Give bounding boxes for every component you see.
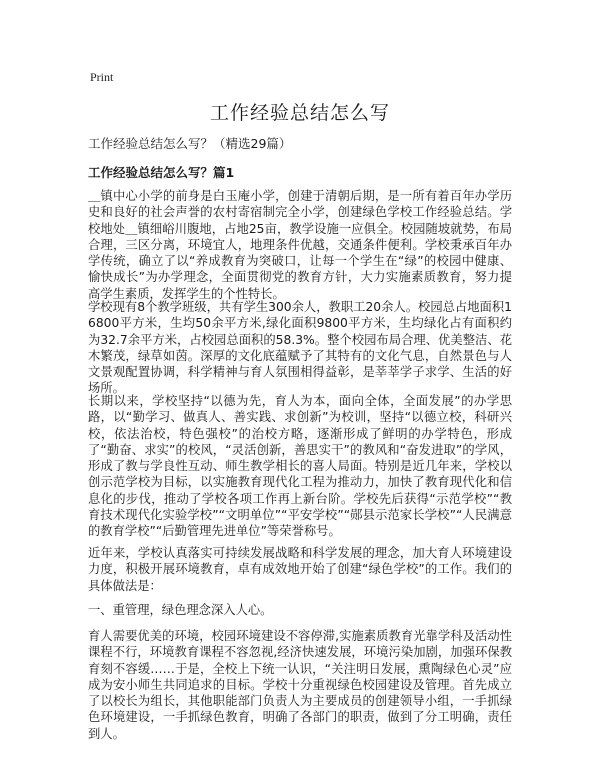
paragraph-environment-management: 育人需要优美的环境，校园环境建设不容停滞,实施素质教育光靠学科及活动性课程不行，环境教育课程不容忽视,经济快速发展，环境污染加剧，加强环保教育刻不容缓……于是，全校上下统一认识，“关注明日发展，熏陶绿色心灵”应成为安小师生共同追求的目标。学校十分重视绿色校园建设及管理。首先成立了以校长为组长，其他职能部门负责人为主要成员的创建领导小组，一手抓绿色环境建设，一手抓绿色教育，明确了各部门的职责，做到了分工明确，责任到人。 xyxy=(88,629,512,741)
subsection-heading-management: 一、重管理，绿色理念深入人心。 xyxy=(88,603,273,617)
paragraph-school-history: ＿镇中心小学的前身是白玉庵小学，创建于清朝后期，是一所有着百年办学历史和良好的社会声誉的农村寄宿制完全小学，创建绿色学校工作经验总结。学校地处＿镇细峪川腹地，占地25亩，教学设施一应俱全。校园随坡就势，布局合理，三区分离，环境宜人，地理条件优越，交通条件便利。学校秉承百年办学传统，确立了以“养成教育为突破口，让每一个学生在“绿”的校园中健康、愉快成长”为办学理念，全面贯彻党的教育方针，大力实施素质教育，努力提高学生素质，发挥学生的个性特长。 xyxy=(88,189,512,301)
section-heading: 工作经验总结怎么写？篇1 xyxy=(88,165,235,180)
print-link[interactable]: Print xyxy=(90,70,114,84)
paragraph-school-facts: 学校现有8个教学班级，共有学生300余人，教职工20余人。校园总占地面积16800平方米，生均50余平方米,绿化面积9800平方米，生均绿化占有面积约为32.7余平方米，占校园总面积的58.3%。整个校园布局合理、优美整洁、花木繁茂，绿草如茵。深厚的文化底蕴赋予了其特有的文化气息，自然景色与人文景观配置协调，科学精神与育人氛围相得益彰，是莘莘学子求学、生活的好场所。 xyxy=(88,300,512,396)
paragraph-recent-work: 近年来，学校认真落实可持续发展战略和科学发展的理念，加大育人环境建设力度，积极开展环境教育，卓有成效地开始了创建“绿色学校”的工作。我们的具体做法是： xyxy=(88,546,512,593)
page-title: 工作经验总结怎么写 xyxy=(209,102,390,124)
paragraph-school-philosophy: 长期以来，学校坚持“以德为先，育人为本，面向全体，全面发展”的办学思路，以“勤学习、做真人、善实践、求创新”为校训，坚持“以德立校，科研兴校，依法治校，特色强校”的治校方略，逐渐形成了鲜明的办学特色，形成了“勤奋、求实”的校风，“灵活创新，善思实干”的教风和“奋发进取”的学风，形成了教与学良性互动、师生教学相长的喜人局面。特别是近几年来，学校以创示范学校为目标，以实施教育现代化工程为推动力，加快了教育现代化和信息化的步伐，推动了学校各项工作再上新台阶。学校先后获得“示范学校”“教育技术现代化实验学校”“文明单位”“平安学校”“郧县示范家长学校”“人民满意的教育学校”“后勤管理先进单位”等荣誉称号。 xyxy=(88,394,512,539)
document-subtitle: 工作经验总结怎么写？（精选29篇） xyxy=(88,136,292,151)
